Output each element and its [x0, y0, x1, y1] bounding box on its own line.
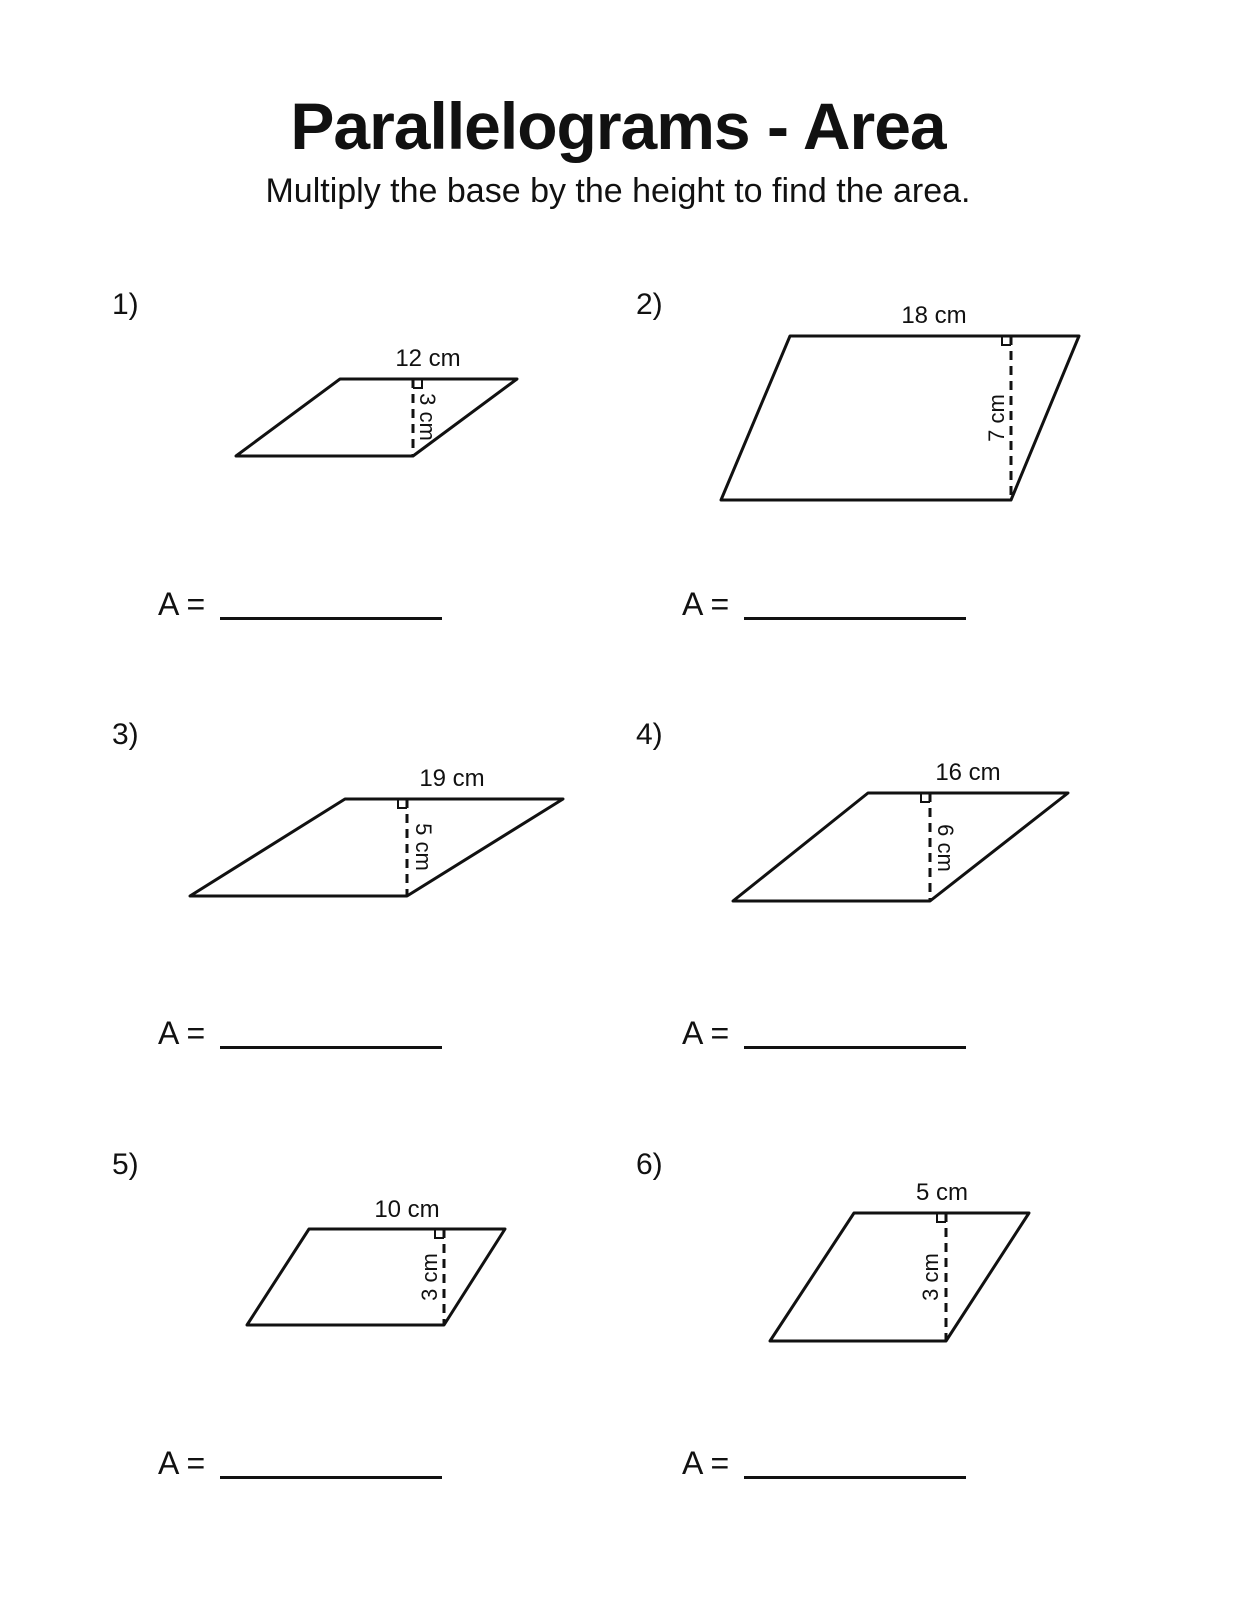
- height-label-2: 7 cm: [983, 394, 1009, 442]
- height-label-5: 3 cm: [416, 1253, 442, 1301]
- base-label-2: 18 cm: [901, 302, 967, 329]
- answer-label-1: A =: [158, 586, 206, 622]
- problem-number-1: 1): [112, 288, 139, 321]
- base-label-4: 16 cm: [935, 759, 1001, 786]
- height-label-1: 3 cm: [415, 393, 441, 441]
- answer-label-6: A =: [682, 1445, 730, 1481]
- base-label-5: 10 cm: [374, 1196, 440, 1223]
- page-title: Parallelograms - Area: [290, 89, 946, 163]
- parallelogram-figure-5: [247, 1196, 505, 1325]
- answer-label-4: A =: [682, 1015, 730, 1051]
- base-label-3: 19 cm: [419, 765, 485, 792]
- base-label-1: 12 cm: [395, 345, 461, 372]
- problem-number-3: 3): [112, 718, 139, 751]
- parallelogram-figure-1: [236, 345, 517, 456]
- parallelogram-figure-3: [190, 765, 563, 896]
- base-label-6: 5 cm: [915, 1179, 969, 1206]
- answer-label-2: A =: [682, 586, 730, 622]
- problem-number-6: 6): [636, 1148, 663, 1181]
- height-label-4: 6 cm: [933, 824, 959, 872]
- problem-number-5: 5): [112, 1148, 139, 1181]
- answer-label-5: A =: [158, 1445, 206, 1481]
- problem-number-2: 2): [636, 288, 663, 321]
- instructions: Multiply the base by the height to find the area.: [265, 172, 971, 210]
- answer-label-3: A =: [158, 1015, 206, 1051]
- parallelogram-figure-2: [721, 302, 1079, 500]
- height-label-3: 5 cm: [411, 823, 437, 871]
- parallelogram-figure-6: [770, 1179, 1029, 1341]
- problem-number-4: 4): [636, 718, 663, 751]
- parallelogram-figure-4: [733, 759, 1068, 901]
- height-label-6: 3 cm: [917, 1253, 943, 1301]
